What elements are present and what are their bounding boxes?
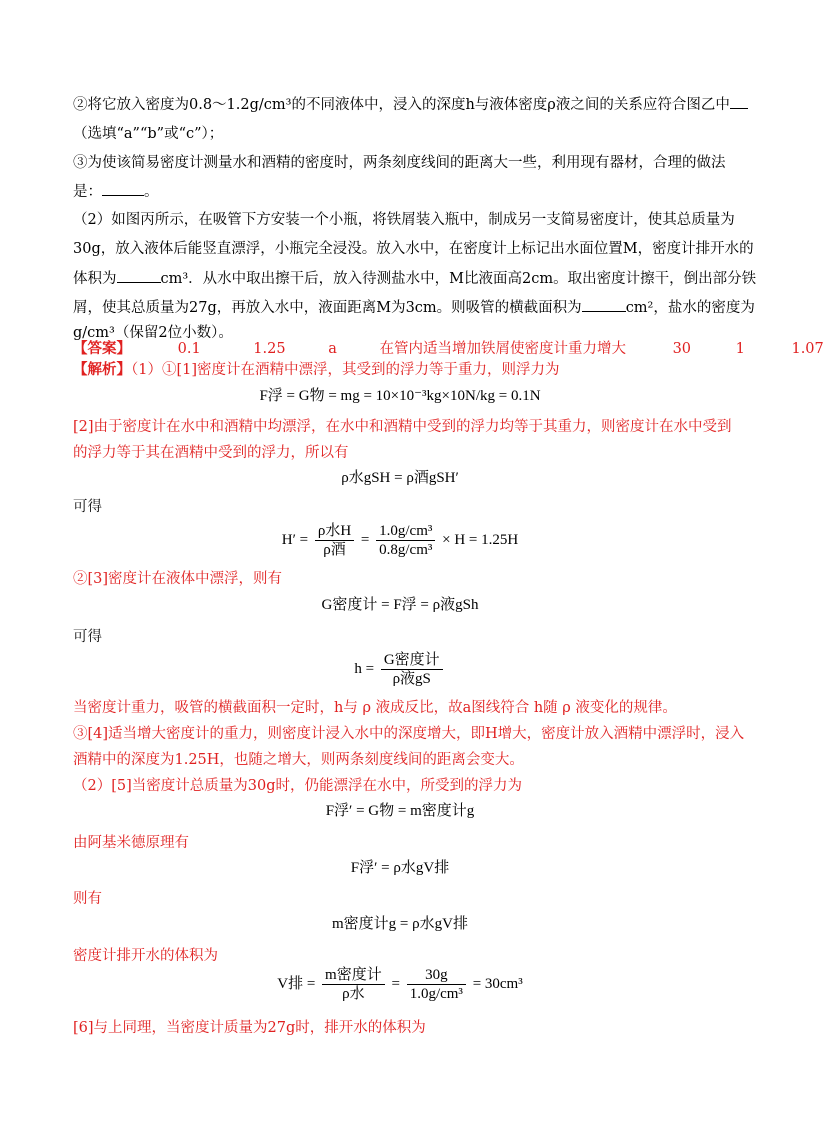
fraction-denominator: ρ酒 <box>323 542 346 558</box>
question-text: 。 <box>144 184 159 200</box>
fraction-denominator: ρ水 <box>342 986 365 1002</box>
analysis-tag: 【解析】 <box>73 361 131 378</box>
analysis-line-4: 可得 <box>73 499 102 515</box>
question-text: 是： <box>73 184 102 200</box>
fraction <box>407 966 466 1003</box>
equation-term: h = <box>354 660 375 677</box>
analysis-line-6: 可得 <box>73 629 102 645</box>
answer-item: 0.1 <box>177 341 201 357</box>
equation-6: F浮′ = G物 = m密度计g <box>325 803 475 819</box>
analysis-line-11: 由阿基米德原理有 <box>73 835 189 851</box>
answer-item: 30 <box>672 341 692 357</box>
answer-item: 1.07 <box>791 341 824 357</box>
question-line-4-5: g/cm³（保留2位小数）。 <box>73 325 233 341</box>
analysis-line-3: 的浮力等于其在酒精中受到的浮力，所以有 <box>73 445 349 461</box>
answer-blank <box>117 268 161 283</box>
equation-8: m密度计g = ρ水gV排 <box>332 916 468 932</box>
fraction-numerator: 1.0g/cm³ <box>376 522 435 541</box>
answer-item: 在管内适当增加铁屑使密度计重力增大 <box>379 341 626 357</box>
question-text: cm³．从水中取出擦干后，放入待测盐水中，M比液面高2cm。取出密度计擦干，倒出部分铁 <box>160 271 757 287</box>
analysis-line-8: ③[4]适当增大密度计的重力，则密度计浸入水中的深度增大，即H增大，密度计放入酒精中漂浮时，浸入 <box>73 726 745 742</box>
analysis-line-14: [6]与上同理，当密度计质量为27g时，排开水的体积为 <box>73 1020 426 1036</box>
fraction <box>322 966 385 1003</box>
equation-1: F浮 = G物 = mg = 10×10⁻³kg×10N/kg = 0.1N <box>259 388 541 404</box>
equation-term: V排 = <box>277 975 316 992</box>
equation-term: H′ = <box>281 531 309 548</box>
equation-term: = 30cm³ <box>472 975 523 992</box>
equation-9 <box>0 966 800 1003</box>
analysis-text: （1）①[1]密度计在酒精中漂浮，其受到的浮力等于重力，则浮力为 <box>131 362 560 378</box>
question-line-3-1: ③为使该简易密度计测量水和酒精的密度时，两条刻度线间的距离大一些，利用现有器材，合理的做法 <box>73 155 726 171</box>
answer-blank <box>730 94 748 109</box>
equation-3 <box>0 522 800 559</box>
question-line-2-1 <box>73 94 730 115</box>
analysis-line-13: 密度计排开水的体积为 <box>73 948 218 964</box>
question-text: 屑，使其总质量为27g，再放入水中，液面距离M为3cm。则吸管的横截面积为 <box>73 300 582 316</box>
equals-sign: = <box>391 975 400 992</box>
question-line-4-1: （2）如图丙所示，在吸管下方安装一个小瓶，将铁屑装入瓶中，制成另一支简易密度计，使其总质量为 <box>73 212 735 228</box>
answer-item: 1 <box>735 341 745 357</box>
question-line-4-4 <box>73 297 755 318</box>
equation-7: F浮′ = ρ水gV排 <box>350 860 450 876</box>
fraction-numerator: ρ水H <box>315 522 354 541</box>
answer-tag: 【答案】 <box>73 340 131 357</box>
equation-2: ρ水gSH = ρ酒gSH′ <box>341 470 459 486</box>
question-line-4-2: 30g，放入液体后能竖直漂浮，小瓶完全浸没。放入水中，在密度计上标记出水面位置M，密度计排开水的 <box>73 241 754 257</box>
answer-item: a <box>328 341 337 357</box>
fraction <box>381 651 443 688</box>
analysis-line-12: 则有 <box>73 891 102 907</box>
analysis-line-10: （2）[5]当密度计总质量为30g时，仍能漂浮在水中，所受到的浮力为 <box>73 778 522 794</box>
question-text: 体积为 <box>73 271 117 287</box>
analysis-line-7: 当密度计重力，吸管的横截面积一定时，h与 ρ 液成反比，故a图线符合 h随 ρ 液变化的规律。 <box>73 700 677 716</box>
analysis-line-5: ②[3]密度计在液体中漂浮，则有 <box>73 571 283 587</box>
answer-item: 1.25 <box>253 341 286 357</box>
analysis-line-2: [2]由于密度计在水中和酒精中均漂浮，在水中和酒精中受到的浮力均等于其重力，则密度计在水中受到 <box>73 419 732 435</box>
analysis-line-1 <box>73 360 730 380</box>
fraction <box>315 522 354 559</box>
fraction-numerator: m密度计 <box>322 966 385 985</box>
question-text: cm²，盐水的密度为 <box>625 300 755 316</box>
fraction-numerator: G密度计 <box>381 651 443 670</box>
answer-blank <box>102 181 144 196</box>
equation-term: × H = 1.25H <box>442 531 519 548</box>
equation-4: G密度计 = F浮 = ρ液gSh <box>321 597 479 613</box>
answer-line <box>73 339 824 359</box>
fraction-denominator: 1.0g/cm³ <box>409 986 463 1002</box>
fraction <box>376 522 435 559</box>
fraction-denominator: 0.8g/cm³ <box>379 542 433 558</box>
question-line-3-2 <box>73 181 730 202</box>
question-line-2-2: （选填“a”“b”或“c”）； <box>73 126 224 142</box>
equation-5 <box>0 651 800 688</box>
answer-blank <box>582 297 626 312</box>
equals-sign: = <box>360 531 370 548</box>
question-text: ②将它放入密度为0.8～1.2g/cm³的不同液体中，浸入的深度h与液体密度ρ液之间的关系应符合图乙中 <box>73 97 730 113</box>
analysis-line-9: 酒精中的深度为1.25H，也随之增大，则两条刻度线间的距离会变大。 <box>73 752 524 768</box>
question-line-4-3 <box>73 268 757 289</box>
fraction-numerator: 30g <box>407 966 466 985</box>
fraction-denominator: ρ液gS <box>392 671 431 687</box>
